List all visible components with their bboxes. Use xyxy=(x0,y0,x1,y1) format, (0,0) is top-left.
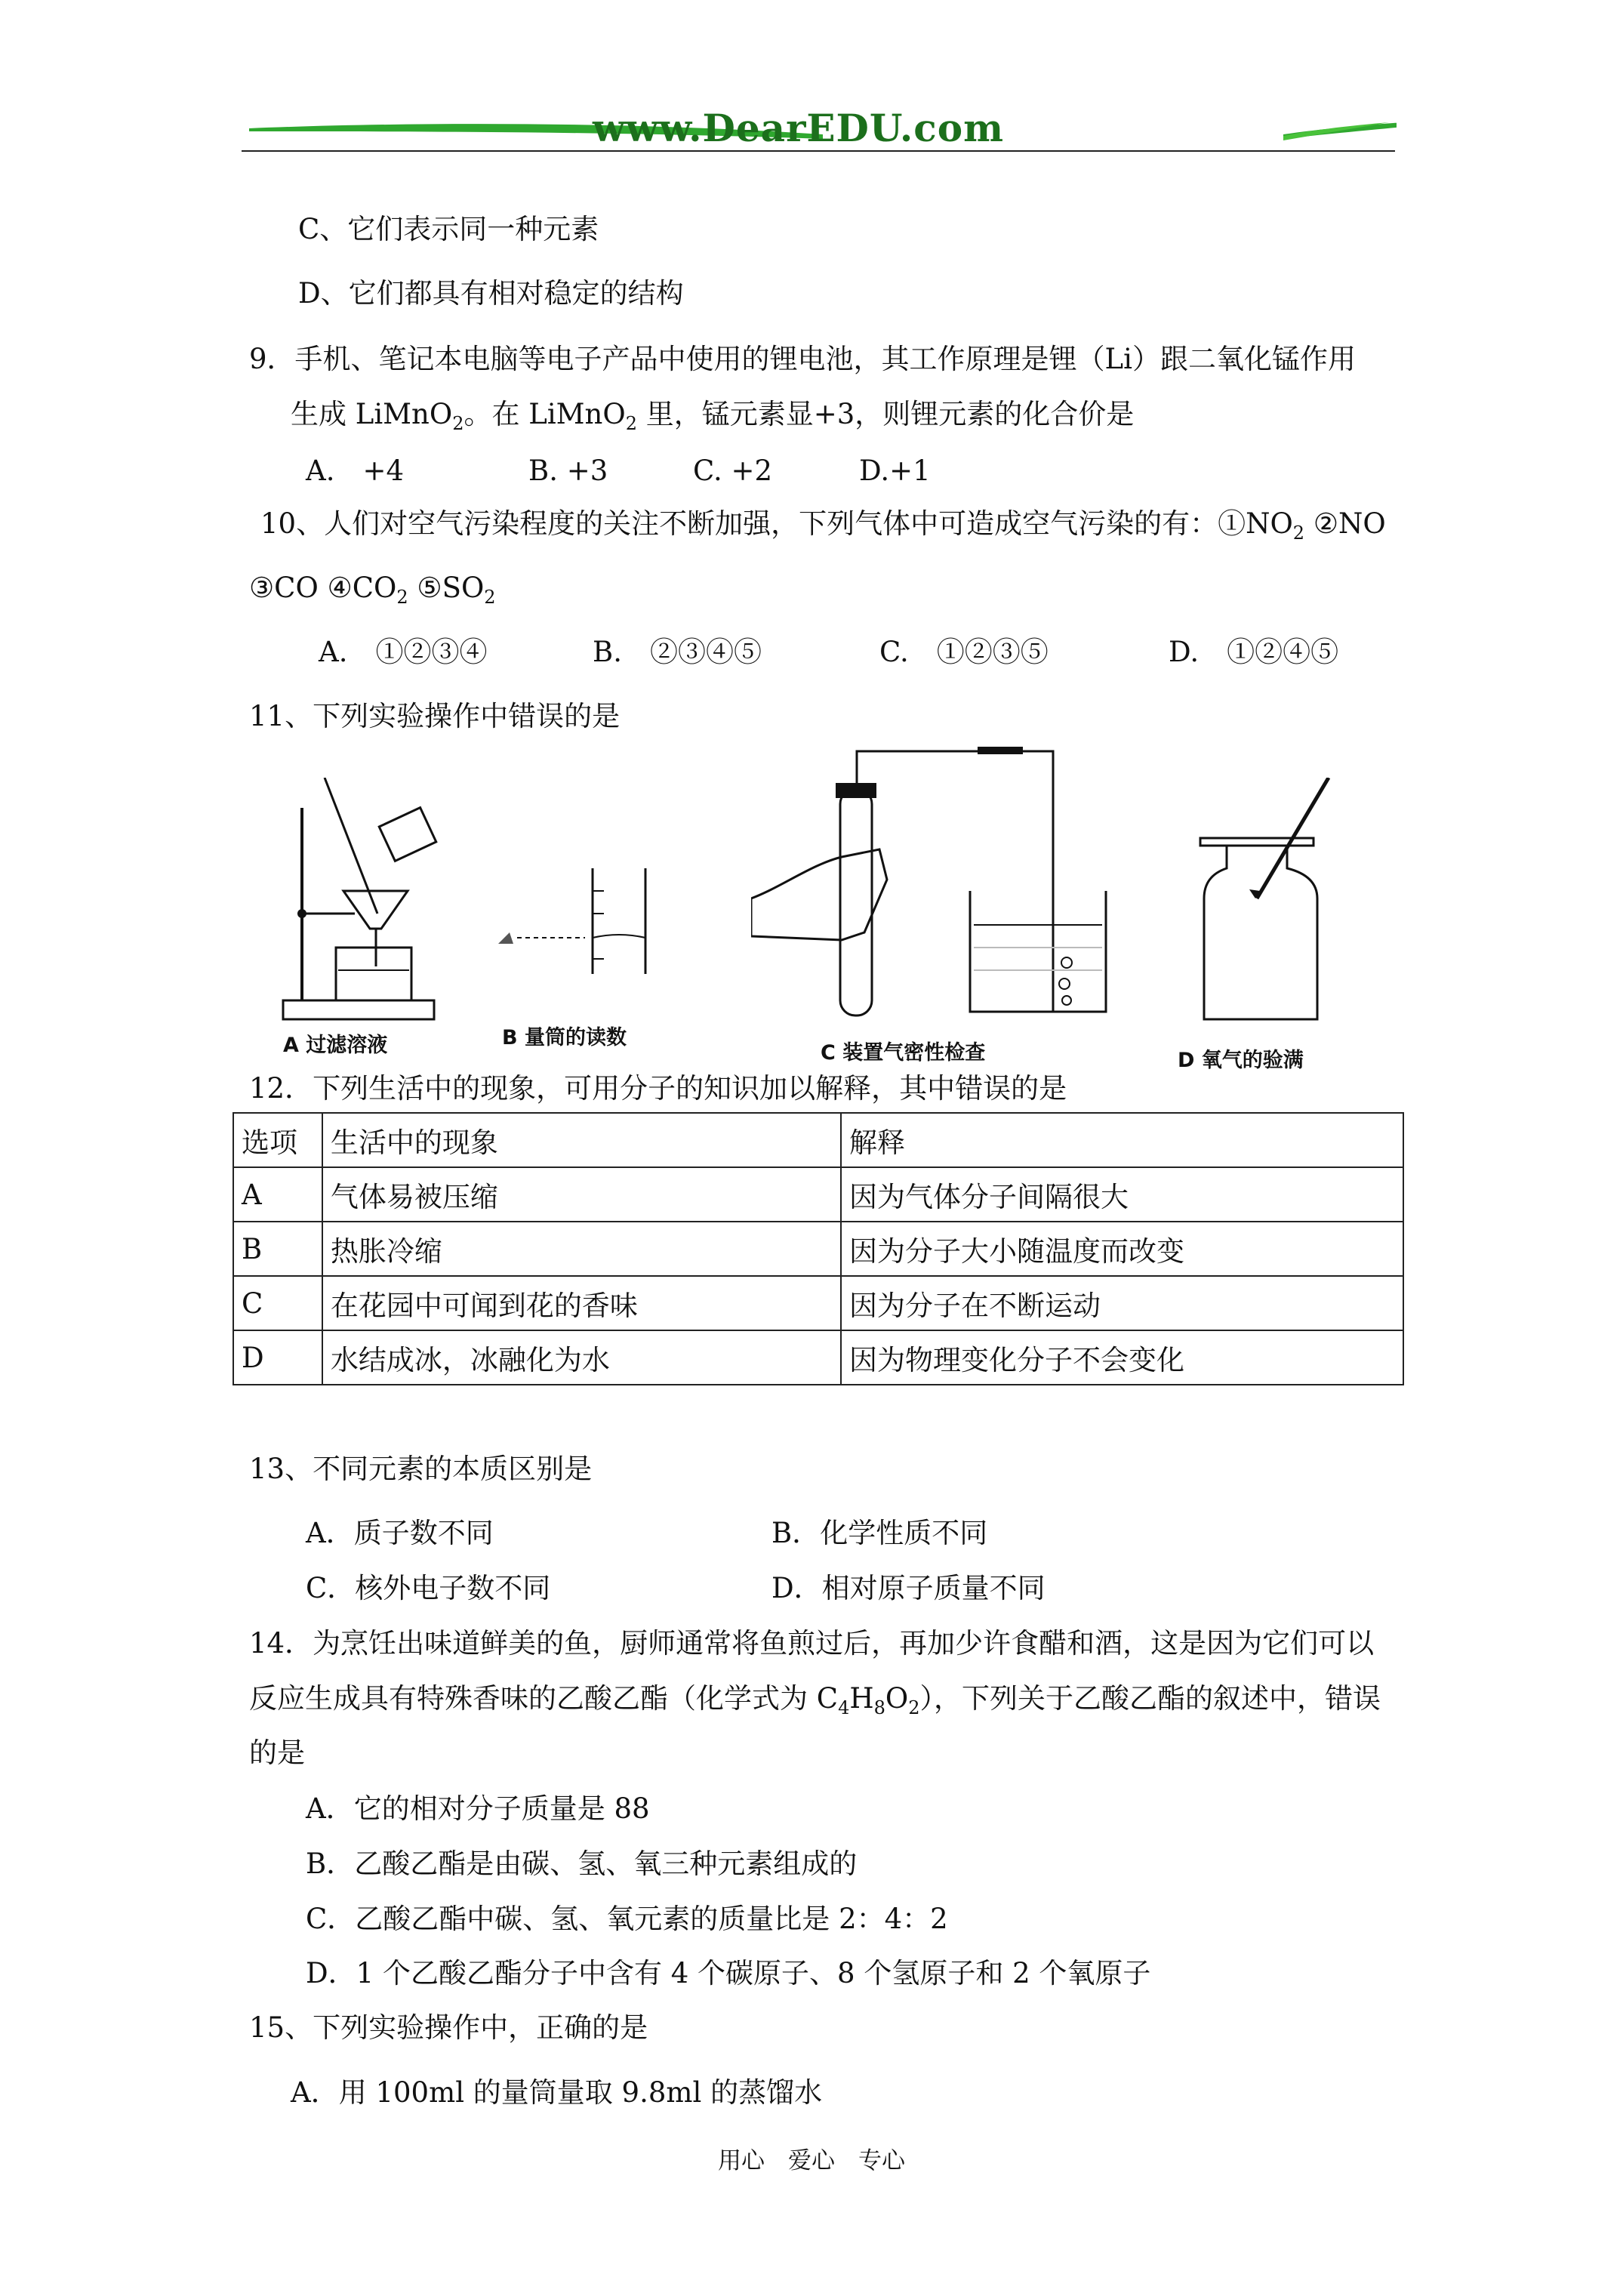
q11-stem: 11、下列实验操作中错误的是 xyxy=(249,700,621,732)
row-explanation: 因为分子大小随温度而改变 xyxy=(841,1222,1403,1276)
table-row xyxy=(233,1222,1403,1276)
q15-option-a: A．用 100ml 的量筒量取 9.8ml 的蒸馏水 xyxy=(291,2076,823,2109)
filtration-figure xyxy=(279,778,445,1027)
figure-caption-b: B 量筒的读数 xyxy=(502,1026,627,1049)
row-option: B xyxy=(233,1222,322,1276)
q9-stem-line1: 9．手机、笔记本电脑等电子产品中使用的锂电池，其工作原理是锂（Li）跟二氧化锰作用 xyxy=(249,343,1356,375)
row-phenomenon: 气体易被压缩 xyxy=(322,1167,841,1222)
site-logo-text: www.DearEDU.com xyxy=(593,106,1005,150)
q12-table xyxy=(233,1112,1404,1385)
q14-option-b: B．乙酸乙酯是由碳、氢、氧三种元素组成的 xyxy=(306,1848,858,1880)
page-footer: 用心 爱心 专心 xyxy=(718,2147,905,2174)
q13-option-a: A．质子数不同 xyxy=(306,1517,494,1549)
oxygen-test-figure xyxy=(1196,778,1332,1027)
q14-stem-line3: 的是 xyxy=(249,1737,305,1769)
q10-option-b: B. ②③④⑤ xyxy=(593,636,762,668)
airtightness-figure xyxy=(751,744,1113,1023)
row-option: A xyxy=(233,1167,322,1222)
row-explanation: 因为物理变化分子不会变化 xyxy=(841,1330,1403,1385)
row-explanation: 因为气体分子间隔很大 xyxy=(841,1167,1403,1222)
figure-caption-c: C 装置气密性检查 xyxy=(821,1041,986,1065)
row-phenomenon: 热胀冷缩 xyxy=(322,1222,841,1276)
cylinder-reading-figure xyxy=(494,868,661,982)
q14-option-a: A．它的相对分子质量是 88 xyxy=(306,1792,650,1825)
q13-option-d: D．相对原子质量不同 xyxy=(771,1572,1046,1604)
q9-option-b: B. +3 xyxy=(528,455,608,487)
q8-option-d: D、它们都具有相对稳定的结构 xyxy=(298,277,684,310)
q14-stem-line1: 14．为烹饪出味道鲜美的鱼，厨师通常将鱼煎过后，再加少许食醋和酒，这是因为它们可以 xyxy=(249,1627,1375,1660)
q10-stem-line2: ③CO $④CO_2$ $⑤SO_2$ xyxy=(249,572,496,608)
q13-stem: 13、不同元素的本质区别是 xyxy=(249,1453,593,1485)
figure-caption-d: D 氧气的验满 xyxy=(1178,1049,1304,1072)
q14-option-c: C．乙酸乙酯中碳、氢、氧元素的质量比是 2：4：2 xyxy=(306,1903,948,1935)
header-phenomenon: 生活中的现象 xyxy=(322,1113,841,1167)
figure-caption-a: A 过滤溶液 xyxy=(283,1034,388,1057)
q9-option-a: A. +4 xyxy=(306,455,405,487)
q13-option-b: B．化学性质不同 xyxy=(771,1517,988,1549)
table-row xyxy=(233,1276,1403,1330)
row-option: D xyxy=(233,1330,322,1385)
q14-stem-line2: 反应生成具有特殊香味的乙酸乙酯（化学式为 $C_4H_8O_2$），下列关于乙酸乙酯的叙述中，错误 xyxy=(249,1682,1381,1718)
q9-option-c: C. +2 xyxy=(693,455,773,487)
row-option: C xyxy=(233,1276,322,1330)
row-phenomenon: 在花园中可闻到花的香味 xyxy=(322,1276,841,1330)
q10-option-d: D. ①②④⑤ xyxy=(1169,636,1339,668)
table-row xyxy=(233,1330,1403,1385)
header-explanation: 解释 xyxy=(841,1113,1403,1167)
q10-stem-line1: 10、人们对空气污染程度的关注不断加强，下列气体中可造成空气污染的有：$①NO_2$ ②NO xyxy=(260,507,1386,544)
table-row xyxy=(233,1167,1403,1222)
q8-option-c: C、它们表示同一种元素 xyxy=(298,213,599,245)
row-phenomenon: 水结成冰，冰融化为水 xyxy=(322,1330,841,1385)
table-header-row xyxy=(233,1113,1403,1167)
q10-option-a: A. ①②③④ xyxy=(319,636,488,668)
q9-stem-line2: 生成 LiMnO$_2$。在 LiMnO$_2$ 里，锰元素显+3，则锂元素的化合价是 xyxy=(291,398,1135,434)
q13-option-c: C．核外电子数不同 xyxy=(306,1572,551,1604)
row-explanation: 因为分子在不断运动 xyxy=(841,1276,1403,1330)
q12-stem: 12．下列生活中的现象，可用分子的知识加以解释，其中错误的是 xyxy=(249,1072,1067,1105)
q9-option-d: D.+1 xyxy=(859,455,931,487)
q14-option-d: D．1 个乙酸乙酯分子中含有 4 个碳原子、8 个氢原子和 2 个氧原子 xyxy=(306,1957,1151,1989)
q10-option-c: C. ①②③⑤ xyxy=(879,636,1049,668)
header-option: 选项 xyxy=(233,1113,322,1167)
q15-stem: 15、下列实验操作中，正确的是 xyxy=(249,2011,648,2044)
